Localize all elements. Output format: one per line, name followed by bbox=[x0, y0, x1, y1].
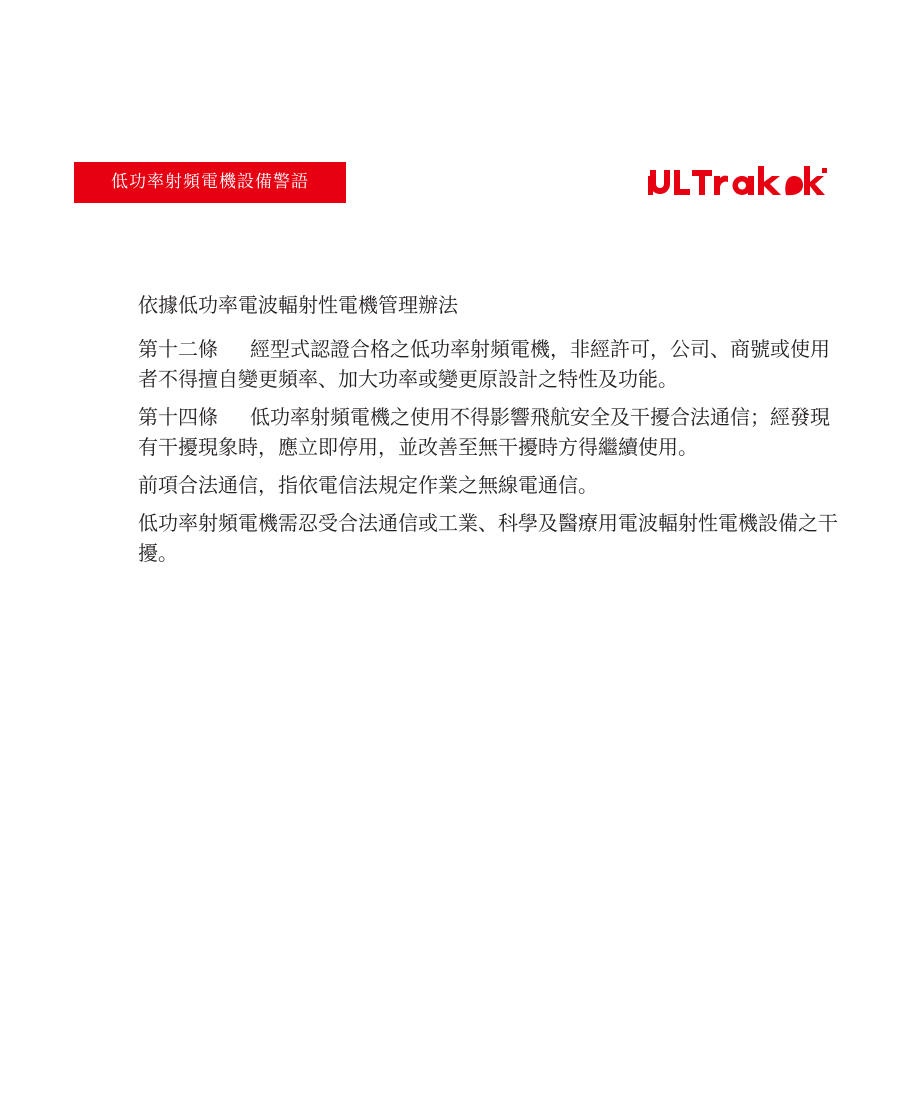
article-14-label: 第十四條 bbox=[138, 405, 218, 429]
article-14-text: 低功率射頻電機之使用不得影響飛航安全及干擾合法通信；經發現有干擾現象時，應立即停用，並改善至無干擾時方得繼續使用。 bbox=[138, 405, 830, 459]
article-12-label: 第十二條 bbox=[138, 337, 218, 361]
legal-communication-text: 前項合法通信，指依電信法規定作業之無線電通信。 bbox=[138, 473, 598, 497]
ultrakoki-logo-graphic bbox=[648, 160, 828, 200]
article-12-text: 經型式認證合格之低功率射頻電機，非經許可，公司、商號或使用者不得擅自變更頻率、加大功率或變更原設計之特性及功能。 bbox=[138, 337, 830, 391]
article-12-paragraph bbox=[138, 334, 838, 394]
interference-tolerance-text: 低功率射頻電機需忍受合法通信或工業、科學及醫療用電波輻射性電機設備之干擾。 bbox=[138, 511, 838, 565]
interference-tolerance-paragraph bbox=[138, 508, 838, 568]
legal-communication-paragraph bbox=[138, 470, 838, 500]
regulation-title: 依據低功率電波輻射性電機管理辦法 bbox=[138, 293, 458, 317]
warning-content bbox=[138, 290, 838, 576]
header-title-tag: 低功率射頻電機設備警語 bbox=[74, 162, 346, 203]
ultrakoki-logo bbox=[648, 160, 828, 200]
article-14-paragraph bbox=[138, 402, 838, 462]
